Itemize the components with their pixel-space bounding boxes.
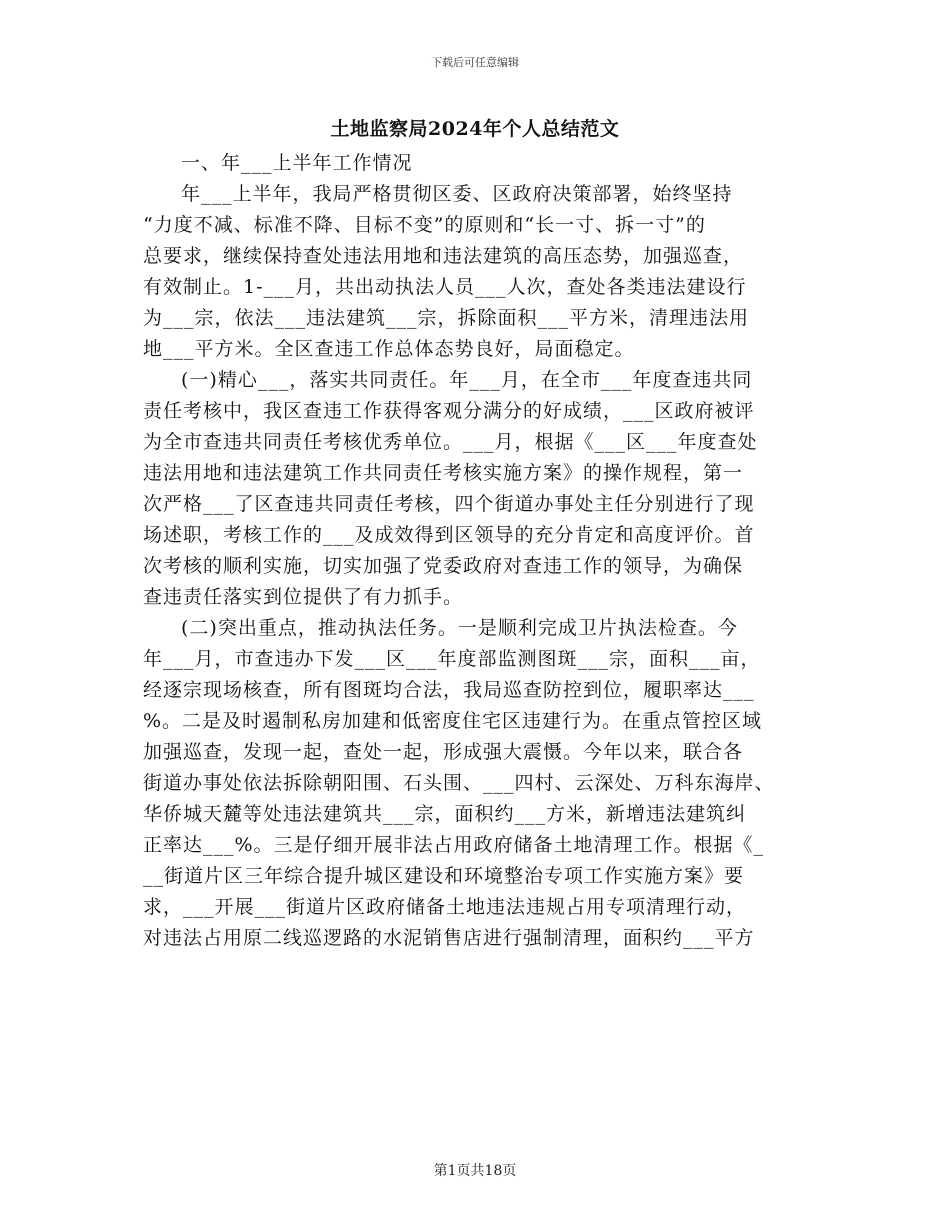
paragraph-line: 街道办事处依法拆除朝阳围、石头围、___四村、云深处、万科东海岸、 xyxy=(143,772,775,794)
paragraph-line: 年___上半年，我局严格贯彻区委、区政府决策部署，始终坚持 xyxy=(181,183,733,205)
paragraph-line: 次严格___了区查违共同责任考核，四个街道办事处主任分别进行了现 xyxy=(143,493,755,515)
paragraph-line: 场述职，考核工作的___及成效得到区领导的充分肯定和高度评价。首 xyxy=(143,524,755,546)
paragraph-line: (二)突出重点，推动执法任务。一是顺利完成卫片执法检查。今 xyxy=(181,617,738,639)
paragraph-line: 查违责任落实到位提供了有力抓手。 xyxy=(143,586,464,608)
paragraph-line: 次考核的顺利实施，切实加强了党委政府对查违工作的领导，为确保 xyxy=(143,555,744,577)
paragraph-line: 华侨城天麓等处违法建筑共___宗，面积约___方米，新增违法建筑纠 xyxy=(143,803,747,825)
paragraph-line: (一)精心___，落实共同责任。年___月，在全市___年度查违共同 xyxy=(181,369,753,391)
document-body xyxy=(143,148,811,954)
paragraph-line: 经逐宗现场核查，所有图斑均合法，我局巡查防控到位，履职率达___ xyxy=(143,679,755,701)
paragraph-line: 责任考核中，我区查违工作获得客观分满分的好成绩，___区政府被评 xyxy=(143,400,755,422)
paragraph-line: 年___月，市查违办下发___区___年度部监测图斑___宗，面积___亩， xyxy=(143,648,761,670)
paragraph-line: 为___宗，依法___违法建筑___宗，拆除面积___平方米，清理违法用 xyxy=(143,307,750,329)
paragraph-line: __街道片区三年综合提升城区建设和环境整治专项工作实施方案》要 xyxy=(143,865,745,887)
paragraph-line: 正率达___%。三是仔细开展非法占用政府储备土地清理工作。根据《_ xyxy=(143,834,765,856)
paragraph-line: 有效制止。1-___月，共出动执法人员___人次，查处各类违法建设行 xyxy=(143,276,747,298)
paragraph-line: 地___平方米。全区查违工作总体态势良好，局面稳定。 xyxy=(143,338,635,360)
paragraph-line: “力度不减、标准不降、目标不变”的原则和“长一寸、拆一寸”的 xyxy=(143,214,706,236)
paragraph-line: 总要求，继续保持查处违法用地和违法建筑的高压态势，加强巡查， xyxy=(143,245,744,267)
paragraph-line: %。二是及时遏制私房加建和低密度住宅区违建行为。在重点管控区域 xyxy=(143,710,763,732)
paragraph-line: 违法用地和违法建筑工作共同责任考核实施方案》的操作规程，第一 xyxy=(143,462,744,484)
header-note: 下载后可任意编辑 xyxy=(431,56,519,69)
section-heading: 一、年___上半年工作情况 xyxy=(181,152,413,174)
paragraph-line: 对违法占用原二线巡逻路的水泥销售店进行强制清理，面积约___平方 xyxy=(143,927,755,949)
paragraph-line: 求，___开展___街道片区政府储备土地违法违规占用专项清理行动， xyxy=(143,896,747,918)
document-title: 土地监察局2024年个人总结范文 xyxy=(330,118,620,140)
paragraph-line: 加强巡查，发现一起，查处一起，形成强大震慑。今年以来，联合各 xyxy=(143,741,744,763)
paragraph-line: 为全市查违共同责任考核优秀单位。___月，根据《___区___年度查处 xyxy=(143,431,758,453)
page-number-footer: 第1页共18页 xyxy=(433,1163,517,1179)
